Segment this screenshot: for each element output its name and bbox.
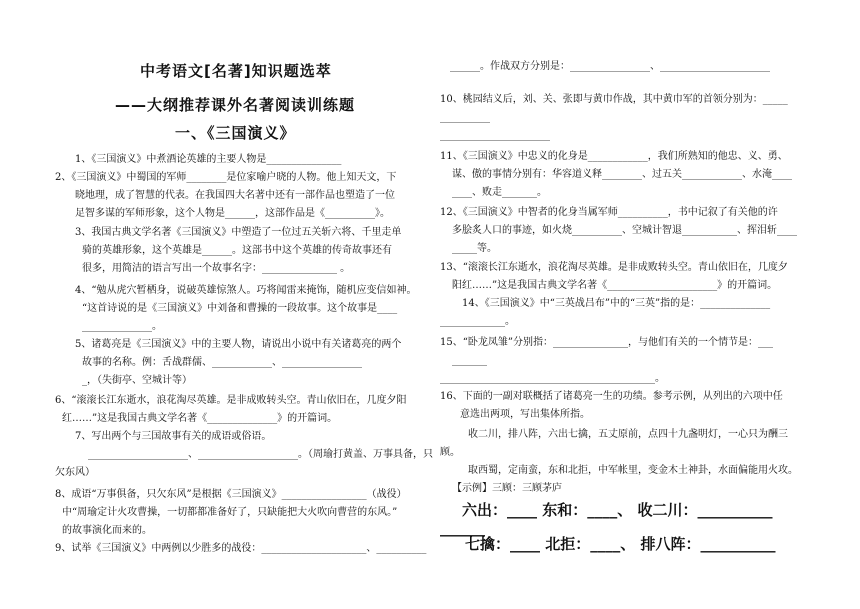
left-line: 足智多谋的军师形象，这个人物是______，这部作品是《__________》。 <box>75 208 390 219</box>
right-line: 顾。 <box>440 447 460 458</box>
right-line: 取西蜀，定南蛮，东和北拒，中军帐里，变金木土神卦，水面偏能用火攻。 <box>468 465 798 476</box>
left-line: ____________________、____________________。（周瑜打黄盖、万事具备，只 <box>88 449 433 460</box>
left-line: 9、试举《三国演义》中两例以少胜多的战役：_____________________、__________ <box>55 543 427 554</box>
fill-line: 六出：____ 东和：____、 收二川：__________ <box>462 501 773 519</box>
right-line: 14、《三国演义》中“三英战吕布”中的“三英”指的是：______________ <box>462 298 771 309</box>
left-line: 2、《三国演义》中蜀国的军师________是位家喻户晓的人物。他上知天文，下 <box>55 172 397 183</box>
right-line: 12、《三国演义》中智者的化身当属军师__________，书中记叙了有关他的许 <box>440 207 778 218</box>
left-line: 1、《三国演义》中煮酒论英雄的主要人物是_______________ <box>75 154 342 165</box>
left-line: 中“周瑜定计火攻曹操，一切都都准备好了，只缺能把大火吹向曹营的东风。” <box>62 507 398 518</box>
left-line: 5、诸葛亮是《三国演义》中的主要人物，请说出小说中有关诸葛亮的两个 <box>75 339 402 350</box>
left-line: ______________。 <box>82 321 162 332</box>
right-line: ______________________ <box>440 130 550 141</box>
fill-line: 七擒：____ 北拒：____、 排八阵：__________ <box>465 535 776 553</box>
right-line: _____________。 <box>440 316 515 327</box>
left-line: 4、“勉从虎穴暂栖身，说破英雄惊煞人。巧将闻雷来掩饰，随机应变信如神。 <box>75 285 417 296</box>
right-line: _____等。 <box>452 243 497 254</box>
left-line: 骑的英雄形象，这个英雄是______。这部书中这个英雄的传奇故事还有 <box>82 245 392 256</box>
left-line: 6、“滚滚长江东逝水，浪花淘尽英雄。是非成败转头空。青山依旧在，几度夕阳 <box>55 395 407 406</box>
left-line: 的故事演化而来的。 <box>62 525 152 536</box>
right-line: 15、“卧龙凤雏”分别指：_______________，与他们有关的一个情节是：___ <box>440 337 773 348</box>
left-line: 8、成语“万事俱备，只欠东风”是根据《三国演义》_________________（战役） <box>55 489 407 500</box>
right-line: 11、《三国演义》中忠义的化身是____________，我们所熟知的他忠、义、勇、 <box>440 151 788 162</box>
section-title: 一、《三国演义》 <box>175 124 296 142</box>
right-line: 多脍炙人口的事迹，如火烧__________、空城计智退___________、挥泪斩____ <box>452 225 797 236</box>
left-line: 欠东风） <box>55 467 95 478</box>
left-line: 3、我国古典文学名著《三国演义》中塑造了一位过五关斩六将、千里走单 <box>75 227 402 238</box>
right-line: 16、下面的一副对联概括了诸葛亮一生的功绩。参考示例，从列出的六项中任 <box>440 391 783 402</box>
right-line: ______。作战双方分别是：________________、______________________ <box>450 61 770 72</box>
left-line: “这首诗说的是《三国演义》中刘备和曹操的一段故事。这个故事是____ <box>82 303 398 314</box>
fill-line: ______ <box>440 519 485 537</box>
left-line: 7、写出两个与三国故事有关的成语或俗语。 <box>75 431 272 442</box>
right-line: 阳红……”这是我国古典文学名著《______________________》的开篇词。 <box>452 280 778 291</box>
right-line: __________ <box>440 112 490 123</box>
left-line: _，（失街亭、空城计等） <box>82 375 192 386</box>
right-line: 收二川，排八阵，六出七擒，五丈原前，点四十九盏明灯，一心只为酬三 <box>468 429 788 440</box>
right-line: ____、败走_______。 <box>452 187 547 198</box>
left-line: 很多，用简洁的语言写出一个故事名字：_______________ 。 <box>82 263 351 274</box>
right-line: ___________________________________________。 <box>440 373 665 384</box>
left-line: 红……”这是我国古典文学名著《______________》的开篇词。 <box>62 413 338 424</box>
sub-title: ——大纲推荐课外名著阅读训练题 <box>115 96 356 114</box>
left-line: 故事的名称。例：舌战群儒、____________、________________ <box>82 357 362 368</box>
right-line: 10、桃园结义后，刘、关、张即与黄巾作战，其中黄巾军的首领分别为：_____ <box>440 94 788 105</box>
right-line: 谋、傲的事情分别有：华容道义释________、过五关____________、水淹____ <box>452 169 792 180</box>
main-title: 中考语文[名著]知识题选萃 <box>140 62 332 80</box>
right-line: 13、“滚滚长江东逝水，浪花淘尽英雄。是非成败转头空。青山依旧在，几度夕 <box>440 262 788 273</box>
example-text: 【示例】三顾：三顾茅庐 <box>452 483 562 494</box>
left-line: 晓地理，成了智慧的代表。在我国四大名著中还有一部作品也塑造了一位 <box>75 190 395 201</box>
right-line: 意选出两项，写出集体所指。 <box>460 409 590 420</box>
right-line: _______ <box>452 355 487 366</box>
